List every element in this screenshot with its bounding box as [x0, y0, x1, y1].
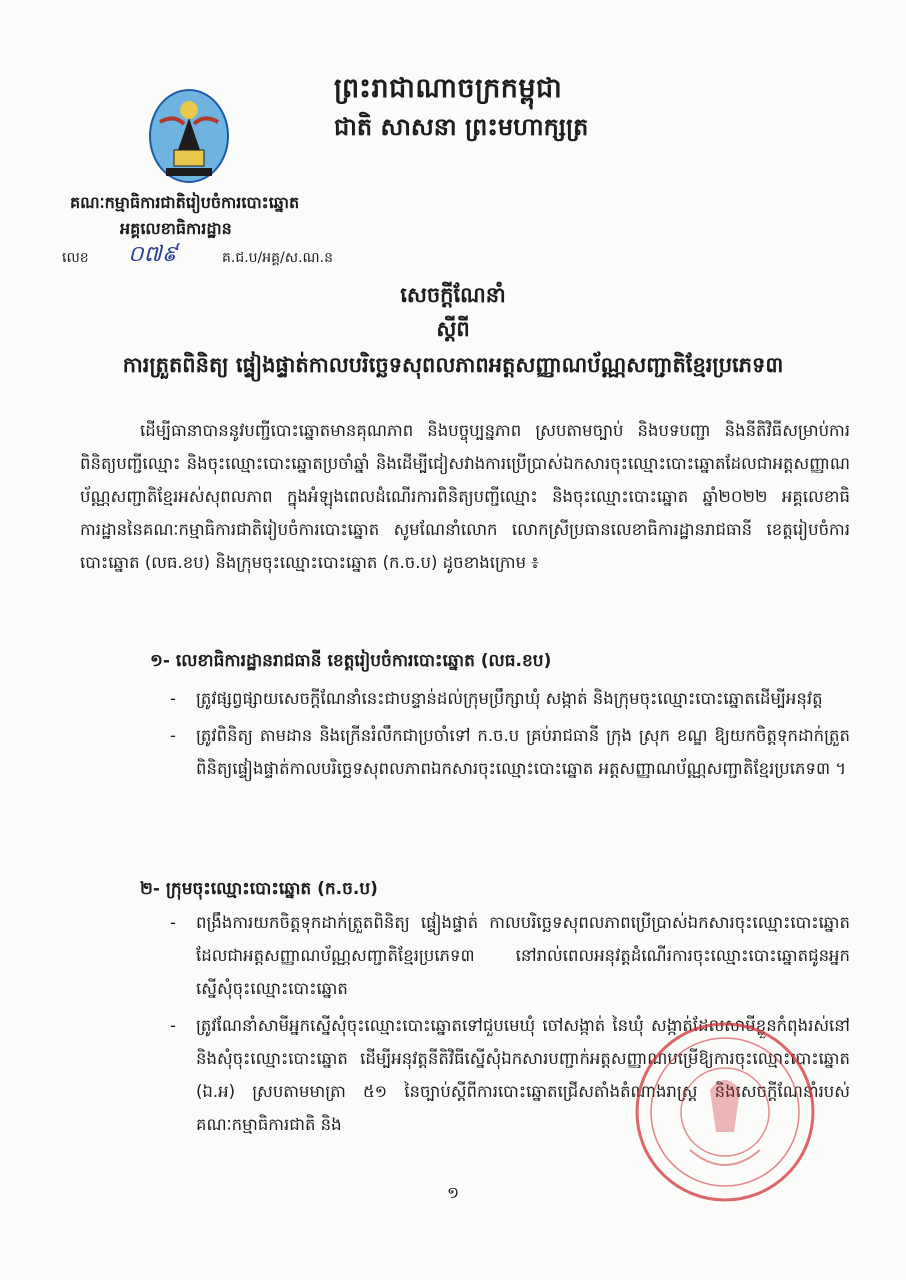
- page-number: ១: [446, 1183, 460, 1202]
- nec-logo: [148, 88, 230, 192]
- national-motto: ជាតិ សាសនា ព្រះមហាក្សត្រ: [334, 113, 589, 141]
- document-subject: ការត្រួតពិនិត្យ ផ្ទៀងផ្ទាត់កាលបរិច្ឆេទសុពលភាពអត្តសញ្ញាណប័ណ្ណសញ្ជាតិខ្មែរប្រភេទ៣: [122, 353, 784, 377]
- reference-number: ០៧៩: [128, 242, 178, 267]
- list-item-text: ត្រូវផ្សព្វផ្សាយសេចក្តីណែនាំនេះជាបន្ទាន់ដល់ក្រុមប្រឹក្សាឃុំ សង្កាត់ និងក្រុមចុះឈ្មោះបោះឆ្នោតដើម្បីអនុវត្ត: [196, 689, 823, 708]
- list-item: - ត្រូវពិនិត្យ តាមដាន និងក្រើនរំលឹកជាប្រចាំទៅ ក.ច.ប គ្រប់រាជធានី ក្រុង ស្រុក ខណ្ឌ ឱ្យយកចិត្តទុកដាក់ត្រួតពិនិត្យផ្ទៀងផ្ទាត់កាលបរិច្ឆេទសុពលភាពឯកសារចុះឈ្មោះបោះឆ្នោត អត្តសញ្ញាណប័ណ្ណសញ្ជាតិខ្មែរប្រភេទ៣ ។: [170, 726, 850, 778]
- kingdom-title: ព្រះរាជាណាចក្រកម្ពុជា: [334, 73, 563, 104]
- list-item-text: ត្រូវពិនិត្យ តាមដាន និងក្រើនរំលឹកជាប្រចាំទៅ ក.ច.ប គ្រប់រាជធានី ក្រុង ស្រុក ខណ្ឌ ឱ្យយកចិត្តទុកដាក់ត្រួតពិនិត្យផ្ទៀងផ្ទាត់កាលបរិច្ឆេទសុពលភាពឯកសារចុះឈ្មោះបោះឆ្នោត អត្តសញ្ញាណប័ណ្ណសញ្ជាតិខ្មែរប្រភេទ៣ ។: [196, 726, 850, 778]
- intro-paragraph: ដើម្បីធានាបាននូវបញ្ជីបោះឆ្នោតមានគុណភាព និងបច្ចុប្បន្នភាព ស្របតាមច្បាប់ និងបទបញ្ជា និងនីតិវិធីសម្រាប់ការពិនិត្យបញ្ជីឈ្មោះ និងចុះឈ្មោះបោះឆ្នោតប្រចាំឆ្នាំ និងដើម្បីជៀសវាងការប្រើប្រាស់ឯកសារចុះឈ្មោះបោះឆ្នោតដែលជាអត្តសញ្ញាណប័ណ្ណសញ្ជាតិខ្មែរអស់សុពលភាព ក្នុងអំឡុងពេលដំណើរការពិនិត្យបញ្ជីឈ្មោះ និងចុះឈ្មោះបោះឆ្នោត ឆ្នាំ២០២២ អគ្គលេខាធិការដ្ឋាននៃគណៈកម្មាធិការជាតិរៀបចំការបោះឆ្នោត សូមណែនាំលោក លោកស្រីប្រធានលេខាធិការដ្ឋានរាជធានី ខេត្តរៀបចំការបោះឆ្នោត (លធ.ខប) និងក្រុមចុះឈ្មោះបោះឆ្នោត (ក.ច.ប) ដូចខាងក្រោម ៖: [80, 421, 850, 572]
- section-2-heading: ២- ក្រុមចុះឈ្មោះបោះឆ្នោត (ក.ច.ប): [140, 879, 378, 899]
- document-about: ស្តីពី: [436, 317, 470, 341]
- list-item: - ត្រូវផ្សព្វផ្សាយសេចក្តីណែនាំនេះជាបន្ទាន់ដល់ក្រុមប្រឹក្សាឃុំ សង្កាត់ និងក្រុមចុះឈ្មោះបោះឆ្នោតដើម្បីអនុវត្ត: [170, 689, 823, 708]
- list-item-text: ត្រូវណែនាំសាមីអ្នកស្នើសុំចុះឈ្មោះបោះឆ្នោតទៅជួបមេឃុំ ចៅសង្កាត់ នៃឃុំ សង្កាត់ដែលសាមីខ្លួនកំពុងរស់នៅ និងសុំចុះឈ្មោះបោះឆ្នោត ដើម្បីអនុវត្តនីតិវិធីស្នើសុំឯកសារបញ្ជាក់អត្តសញ្ញាណបម្រើឱ្យការចុះឈ្មោះបោះឆ្នោត (ឯ.អ) ស្របតាមមាត្រា ៥១ នៃច្បាប់ស្តីពីការបោះឆ្នោតជ្រើសតាំងតំណាងរាស្ត្រ និងសេចក្តីណែនាំរបស់គណៈកម្មាធិការជាតិ និង: [196, 1016, 850, 1134]
- reference-label: លេខ: [62, 250, 89, 266]
- section-1-heading: ១- លេខាធិការដ្ឋានរាជធានី ខេត្តរៀបចំការបោះឆ្នោត (លធ.ខប): [150, 651, 552, 671]
- document-type: សេចក្តីណែនាំ: [400, 283, 506, 307]
- list-item-text: ពង្រឹងការយកចិត្តទុកដាក់ត្រួតពិនិត្យ ផ្ទៀងផ្ទាត់ កាលបរិច្ឆេទសុពលភាពប្រើប្រាស់ឯកសារចុះឈ្មោះបោះឆ្នោតដែលជាអត្តសញ្ញាណប័ណ្ណសញ្ជាតិខ្មែរប្រភេទ៣ នៅរាល់ពេលអនុវត្តដំណើរការចុះឈ្មោះបោះឆ្នោតជូនអ្នកស្នើសុំចុះឈ្មោះបោះឆ្នោត: [196, 913, 850, 998]
- organization-name: គណៈកម្មាធិការជាតិរៀបចំការបោះឆ្នោត: [70, 193, 300, 212]
- section-1-list: [170, 682, 850, 789]
- reference-code: គ.ជ.ប/អគ្គ/ស.ណ.ន: [222, 250, 333, 266]
- list-item: - ពង្រឹងការយកចិត្តទុកដាក់ត្រួតពិនិត្យ ផ្ទៀងផ្ទាត់ កាលបរិច្ឆេទសុពលភាពប្រើប្រាស់ឯកសារចុះឈ្មោះបោះឆ្នោតដែលជាអត្តសញ្ញាណប័ណ្ណសញ្ជាតិខ្មែរប្រភេទ៣ នៅរាល់ពេលអនុវត្តដំណើរការចុះឈ្មោះបោះឆ្នោតជូនអ្នកស្នើសុំចុះឈ្មោះបោះឆ្នោត: [170, 913, 850, 998]
- department-name: អគ្គលេខាធិការដ្ឋាន: [120, 219, 232, 238]
- list-item: - ត្រូវណែនាំសាមីអ្នកស្នើសុំចុះឈ្មោះបោះឆ្នោតទៅជួបមេឃុំ ចៅសង្កាត់ នៃឃុំ សង្កាត់ដែលសាមីខ្លួនកំពុងរស់នៅ និងសុំចុះឈ្មោះបោះឆ្នោត ដើម្បីអនុវត្តនីតិវិធីស្នើសុំឯកសារបញ្ជាក់អត្តសញ្ញាណបម្រើឱ្យការចុះឈ្មោះបោះឆ្នោត (ឯ.អ) ស្របតាមមាត្រា ៥១ នៃច្បាប់ស្តីពីការបោះឆ្នោតជ្រើសតាំងតំណាងរាស្ត្រ និងសេចក្តីណែនាំរបស់គណៈកម្មាធិការជាតិ និង: [170, 1016, 850, 1134]
